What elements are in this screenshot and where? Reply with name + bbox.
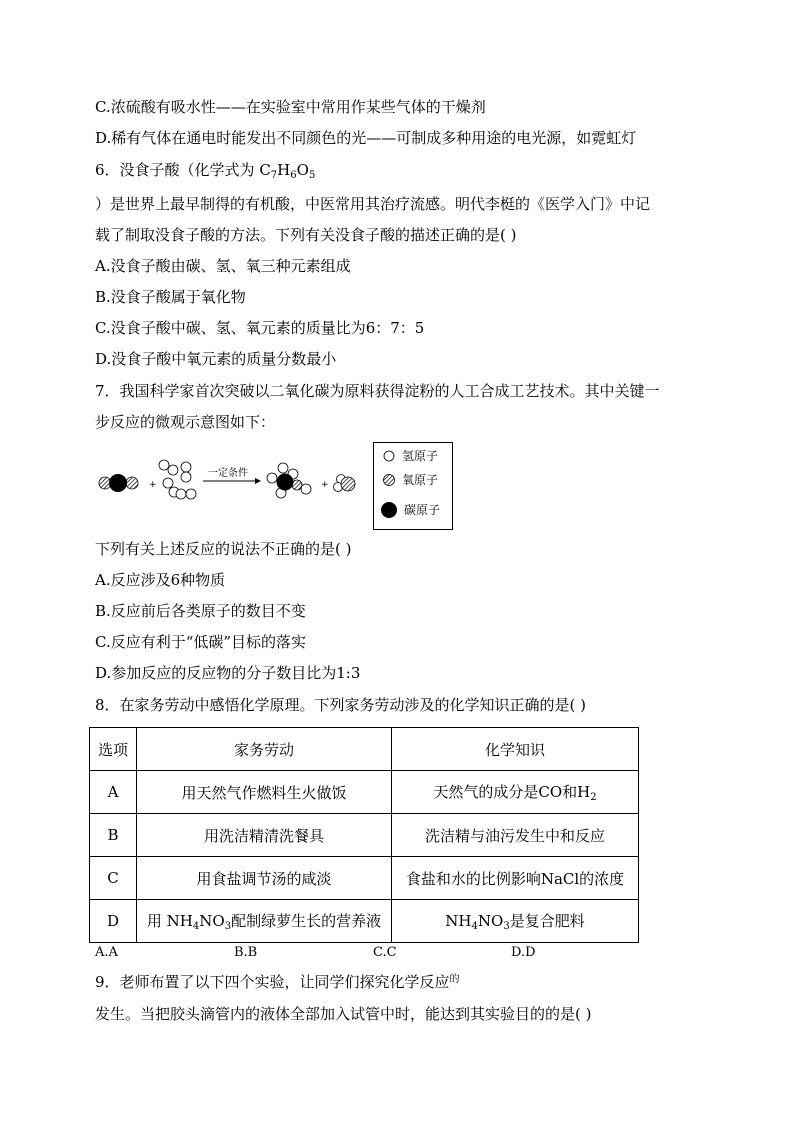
co2-molecule — [99, 474, 138, 492]
table-row: B 用洗洁精清洗餐具 洗洁精与油污发生中和反应 — [90, 814, 639, 857]
water-molecule — [334, 475, 356, 492]
option-c: C.没食子酸中碳、氢、氧元素的质量比为6：7：5 — [95, 319, 425, 337]
table-row: C 用食盐调节汤的咸淡 食盐和水的比例影响NaCl的浓度 — [90, 857, 639, 900]
condition-label: 一定条件 — [208, 468, 248, 479]
legend-carbon: 碳原子 — [380, 501, 398, 522]
choice-d: D.D — [511, 945, 536, 960]
methanol-molecule — [267, 463, 311, 498]
svg-text:+: + — [149, 480, 157, 490]
table-header: 选项 — [90, 728, 137, 771]
option-a: A.没食子酸由碳、氢、氧三种元素组成 — [95, 257, 351, 275]
option-d: D.没食子酸中氧元素的质量分数最小 — [95, 350, 337, 368]
diagram-legend — [373, 442, 453, 530]
question-6-stem: 6．没食子酸（化学式为 $C_7H_6O_5$ — [95, 161, 316, 181]
option-c: C.反应有利于“低碳”目标的落实 — [95, 633, 307, 651]
h2-molecules — [159, 460, 196, 499]
question-6-stem: ）是世界上最早制得的有机酸，中医常用其治疗流感。明代李梃的《医学入门》中记 — [95, 195, 651, 213]
question-9-stem: 9．老师布置了以下四个实验，让同学们探究化学反应$^的$ — [95, 973, 460, 991]
question-7-stem: 7．我国科学家首次突破以二氧化碳为原料获得淀粉的人工合成工艺技术。其中关键一 — [95, 382, 660, 400]
choice-c: C.C — [373, 945, 397, 960]
option-line: D.稀有气体在通电时能发出不同颜色的光——可制成多种用途的电光源，如霓虹灯 — [95, 129, 637, 147]
table-header: 家务劳动 — [137, 728, 392, 771]
question-8-stem: 8．在家务劳动中感悟化学原理。下列家务劳动涉及的化学知识正确的是( ) — [95, 696, 587, 714]
option-a: A.反应涉及6种物质 — [95, 571, 226, 589]
choice-b: B.B — [234, 945, 258, 960]
table-header-row — [90, 728, 639, 771]
legend-oxygen: 氧原子 — [382, 473, 396, 490]
svg-text:+: + — [321, 480, 329, 490]
table-row: A 用天然气作燃料生火做饭 天然气的成分是CO和$H_2$ — [90, 771, 639, 814]
question-9-stem: 发生。当把胶头滴管内的液体全部加入试管中时，能达到其实验目的的是( ) — [95, 1005, 592, 1023]
reaction-diagram — [95, 442, 375, 532]
option-b: B.反应前后各类原子的数目不变 — [95, 602, 306, 620]
question-6-stem: 载了制取没食子酸的方法。下列有关没食子酸的描述正确的是( ) — [95, 226, 517, 244]
question-7-stem: 步反应的微观示意图如下： — [95, 413, 276, 431]
option-b: B.没食子酸属于氧化物 — [95, 288, 246, 306]
choice-a: A.A — [95, 945, 118, 960]
option-d: D.参加反应的反应物的分子数目比为1:3 — [95, 664, 361, 682]
question-7-stem: 下列有关上述反应的说法不正确的是( ) — [95, 540, 352, 558]
table-header: 化学知识 — [392, 728, 639, 771]
table-row: D 用 $NH_4NO_3$配制绿萝生长的营养液 $NH_4NO_3$是复合肥料 — [90, 900, 639, 943]
option-line: C.浓硫酸有吸水性——在实验室中常用作某些气体的干燥剂 — [95, 98, 486, 116]
legend-hydrogen: 氢原子 — [382, 449, 396, 466]
question-8-table — [89, 727, 639, 943]
